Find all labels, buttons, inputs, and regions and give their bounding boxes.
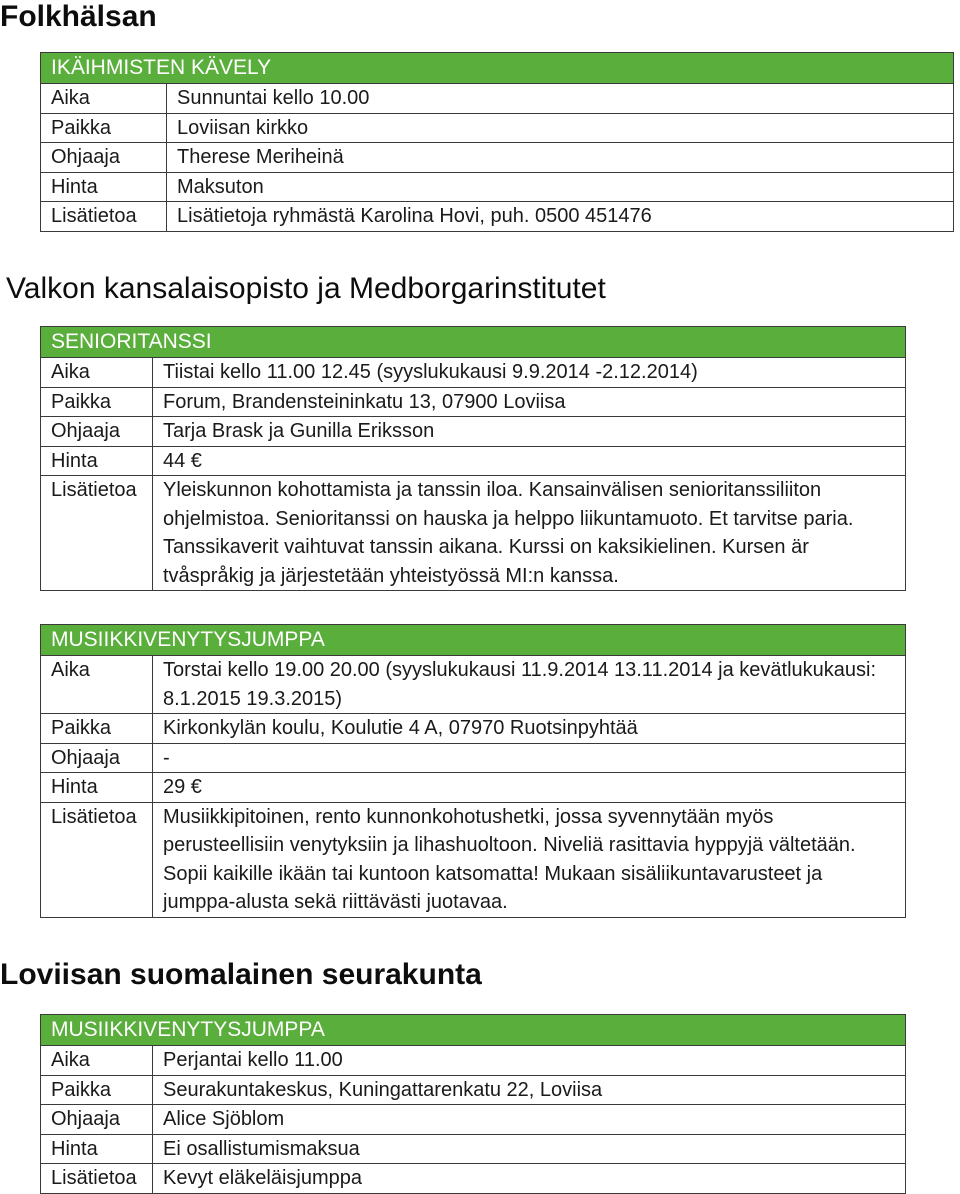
- row-value: -: [153, 743, 906, 773]
- activity-table-ikaihmisten-kavely: [40, 52, 954, 232]
- row-value: Tiistai kello 11.00 12.45 (syyslukukausi 9.9.2014 -2.12.2014): [153, 358, 906, 388]
- row-key: Aika: [41, 656, 153, 714]
- row-value: Musiikkipitoinen, rento kunnonkohotushetki, jossa syvennytään myös perusteellisiin venytyksiin ja lihashuoltoon. Niveliä rasittavia hyppyjä vältetään. Sopii kaikille ikään tai kuntoon katsomatta! Mukaan sisäliikuntavarusteet ja jumppa-alusta sekä riittävästi juotavaa.: [153, 802, 906, 917]
- row-key: Aika: [41, 84, 167, 114]
- table-row: [41, 172, 954, 202]
- activity-title-row: [41, 1015, 906, 1046]
- activity-title: SENIORITANSSI: [41, 327, 906, 358]
- row-key: Hinta: [41, 773, 153, 803]
- table-row: [41, 1134, 906, 1164]
- row-key: Aika: [41, 1046, 153, 1076]
- table-row: [41, 773, 906, 803]
- section-heading-folkhalsan: Folkhälsan: [0, 0, 157, 33]
- row-value: Seurakuntakeskus, Kuningattarenkatu 22, Loviisa: [153, 1075, 906, 1105]
- table-row: [41, 743, 906, 773]
- activity-title-row: [41, 327, 906, 358]
- row-key: Lisätietoa: [41, 802, 153, 917]
- table-row: [41, 1105, 906, 1135]
- activity-table-musiikkivenytysjumppa: [40, 624, 906, 918]
- table-row: [41, 656, 906, 714]
- table-row: [41, 476, 906, 591]
- activity-table-senioritanssi: [40, 326, 906, 591]
- table-row: [41, 446, 906, 476]
- table-row: [41, 417, 906, 447]
- activity-table-musiikkivenytysjumppa-seurakunta: [40, 1014, 906, 1194]
- row-key: Paikka: [41, 1075, 153, 1105]
- row-key: Lisätietoa: [41, 1164, 153, 1194]
- row-value: Loviisan kirkko: [167, 113, 954, 143]
- row-value: Kevyt eläkeläisjumppa: [153, 1164, 906, 1194]
- table-row: [41, 714, 906, 744]
- row-key: Paikka: [41, 113, 167, 143]
- table-row: [41, 802, 906, 917]
- row-value: Perjantai kello 11.00: [153, 1046, 906, 1076]
- row-value: 44 €: [153, 446, 906, 476]
- row-value: Torstai kello 19.00 20.00 (syyslukukausi 11.9.2014 13.11.2014 ja kevätlukukausi: 8.1.2015 19.3.2015): [153, 656, 906, 714]
- row-key: Ohjaaja: [41, 743, 153, 773]
- row-key: Aika: [41, 358, 153, 388]
- row-value: Tarja Brask ja Gunilla Eriksson: [153, 417, 906, 447]
- row-key: Paikka: [41, 714, 153, 744]
- row-key: Lisätietoa: [41, 202, 167, 232]
- table-row: [41, 84, 954, 114]
- row-value: Maksuton: [167, 172, 954, 202]
- section-heading-loviisan-seurakunta: Loviisan suomalainen seurakunta: [0, 958, 482, 991]
- row-key: Hinta: [41, 172, 167, 202]
- activity-title: MUSIIKKIVENYTYSJUMPPA: [41, 1015, 906, 1046]
- table-row: [41, 1075, 906, 1105]
- row-value: Yleiskunnon kohottamista ja tanssin iloa. Kansainvälisen senioritanssiliiton ohjelmistoa. Senioritanssi on hauska ja helppo liikuntamuoto. Et tarvitse paria. Tanssikaverit vaihtuvat tanssin aikana. Kurssi on kaksikielinen. Kursen är tvåspråkig ja järjestetään yhteistyössä MI:n kanssa.: [153, 476, 906, 591]
- table-row: [41, 1164, 906, 1194]
- table-row: [41, 1046, 906, 1076]
- row-key: Ohjaaja: [41, 1105, 153, 1135]
- row-value: Sunnuntai kello 10.00: [167, 84, 954, 114]
- table-row: [41, 387, 906, 417]
- section-heading-valkon-kansalaisopisto: Valkon kansalaisopisto ja Medborgarinstitutet: [6, 272, 606, 305]
- row-value: Lisätietoja ryhmästä Karolina Hovi, puh. 0500 451476: [167, 202, 954, 232]
- row-key: Paikka: [41, 387, 153, 417]
- row-key: Hinta: [41, 1134, 153, 1164]
- row-key: Lisätietoa: [41, 476, 153, 591]
- row-key: Ohjaaja: [41, 417, 153, 447]
- row-key: Hinta: [41, 446, 153, 476]
- activity-title-row: [41, 53, 954, 84]
- row-value: Kirkonkylän koulu, Koulutie 4 A, 07970 Ruotsinpyhtää: [153, 714, 906, 744]
- row-value: Alice Sjöblom: [153, 1105, 906, 1135]
- row-key: Ohjaaja: [41, 143, 167, 173]
- table-row: [41, 358, 906, 388]
- row-value: Ei osallistumismaksua: [153, 1134, 906, 1164]
- table-row: [41, 202, 954, 232]
- activity-title-row: [41, 625, 906, 656]
- activity-title: MUSIIKKIVENYTYSJUMPPA: [41, 625, 906, 656]
- table-row: [41, 143, 954, 173]
- table-row: [41, 113, 954, 143]
- row-value: Forum, Brandensteininkatu 13, 07900 Loviisa: [153, 387, 906, 417]
- activity-title: IKÄIHMISTEN KÄVELY: [41, 53, 954, 84]
- row-value: 29 €: [153, 773, 906, 803]
- row-value: Therese Meriheinä: [167, 143, 954, 173]
